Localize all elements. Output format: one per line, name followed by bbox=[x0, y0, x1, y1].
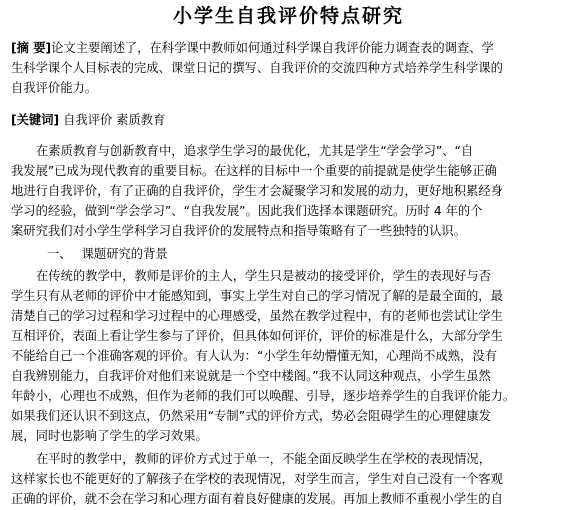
section-heading bbox=[47, 246, 168, 262]
abstract-text-1: 论文主要阐述了，在科学课中教师如何通过科学课自我评价能力调查表的调查、学 bbox=[51, 41, 494, 55]
intro-line-2: 我发展”已成为现代教育的重要目标。在这样的目标中一个重要的前提就是使学生能够正确 bbox=[11, 164, 497, 178]
paper-title: 小学生自我评价特点研究 bbox=[172, 5, 404, 27]
para2-line-6: 自我辨别能力，自我评价对他们来说就是一个空中楼阁。”我不认同这种观点，小学生虽然 bbox=[11, 369, 491, 383]
intro-line-5: 案研究我们对小学生学科学习自我评价的发展特点和指导策略有了一些独特的认识。 bbox=[11, 224, 466, 238]
para3-line-1: 在平时的教学中，教师的评价方式过于单一，不能全面反映学生在学校的表现情况， bbox=[36, 452, 491, 466]
keywords-text: 自我评价 素质教育 bbox=[63, 113, 166, 127]
para2-line-1: 在传统的教学中，教师是评价的主人，学生只是被动的接受评价，学生的表现好与否 bbox=[36, 269, 491, 283]
para2-line-9: 展，同时也影响了学生的学习效果。 bbox=[11, 429, 208, 443]
keywords-line bbox=[11, 112, 165, 128]
para2-line-4: 互相评价，表面上看让学生参与了评价，但具体如何评价，评价的标准是什么，大部分学生 bbox=[11, 329, 503, 343]
intro-line-1: 在素质教育与创新教育中，追求学生学习的最优化，尤其是学生“学会学习”、“自 bbox=[36, 144, 474, 158]
keywords-label: [关键词] bbox=[11, 113, 60, 127]
intro-line-3: 地进行自我评价，有了正确的自我评价，学生才会凝聚学习和发展的动力，更好地积累经身 bbox=[11, 184, 503, 198]
abstract-line-1 bbox=[11, 40, 494, 56]
para3-line-2: 这样家长也不能更好的了解孩子在学校的表现情况，对学生而言，学生对自己没有一个客观 bbox=[11, 472, 503, 486]
para2-line-3: 清楚自己的学习过程和学习过程中的心理感受，虽然在教学过程中，有的老师也尝试让学生 bbox=[11, 309, 503, 323]
abstract-line-2: 生科学课个人目标表的完成、课堂日记的撰写、自我评价的交流四种方式培养学生科学课的 bbox=[11, 61, 503, 75]
intro-line-4: 学习的经验，做到“学会学习”、“自我发展”。因此我们选择本课题研究。历时 4 年的个 bbox=[11, 204, 483, 218]
section-title: 课题研究的背景 bbox=[81, 247, 168, 261]
para2-line-8: 如果我们还认识不到这点，仍然采用“专制”式的评价方式，势必会阻碍学生的心理健康发 bbox=[11, 409, 492, 423]
para2-line-2: 学生只有从老师的评价中才能感知到，事实上学生对自己的学习情况了解的是最全面的，最 bbox=[11, 289, 503, 303]
para2-line-5: 不能给自己一个准确客观的评价。有人认为：“小学生年幼懵懂无知，心理尚不成熟，没有 bbox=[11, 349, 497, 363]
section-number: 一、 bbox=[47, 247, 72, 261]
abstract-line-3: 自我评价能力。 bbox=[11, 81, 98, 95]
abstract-label: [摘 要] bbox=[11, 41, 52, 55]
para2-line-7: 年龄小，心理也不成熟，但作为老师的我们可以唤醒、引导，逐步培养学生的自我评价能力。 bbox=[11, 389, 516, 403]
para3-line-3: 正确的评价，就不会在学习和心理方面有着良好健康的发展。再加上教师不重视小学生的自 bbox=[11, 492, 503, 506]
